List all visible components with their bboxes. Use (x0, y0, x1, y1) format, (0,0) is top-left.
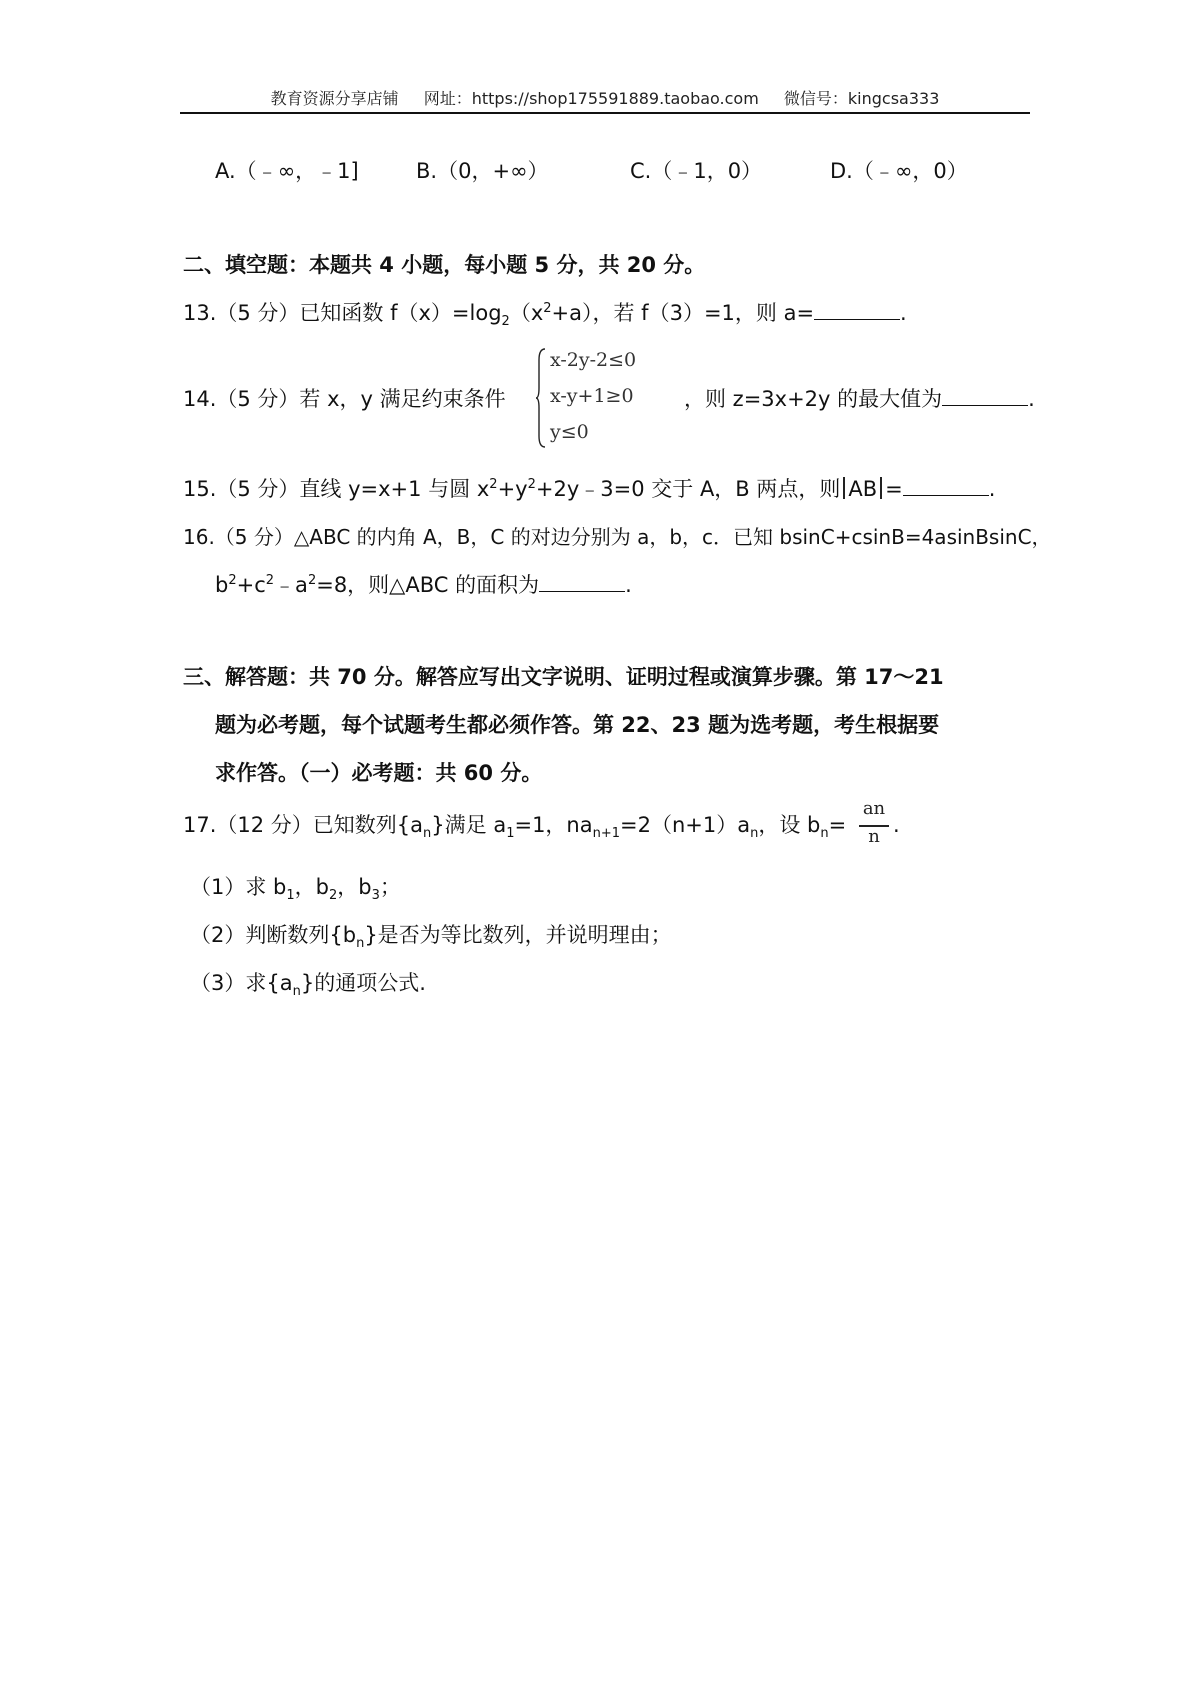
q15-sup-2: 2 (527, 477, 536, 492)
q14-text-2: ，则 z=3x+2y 的最大值为 (684, 387, 943, 411)
answer-blank (942, 387, 1028, 406)
q16-sup-1: 2 (228, 573, 237, 588)
section3-line-1: 三、解答题：共 70 分。解答应写出文字说明、证明过程或演算步骤。第 17～21 (183, 665, 944, 689)
q17-s2-text-1: （2）判断数列{b (190, 923, 357, 947)
q14-end: . (1028, 387, 1035, 411)
q17-s1-sub-1: 1 (286, 888, 295, 904)
q17-text-1: 17.（12 分）已知数列{a (183, 813, 424, 837)
q17-text-6: = (828, 813, 847, 837)
q17-text-5: ，设 b (758, 813, 821, 837)
q17-s1-sub-3: 3 (371, 888, 380, 904)
question-15 (183, 474, 995, 504)
q17-s1-sub-2: 2 (329, 888, 338, 904)
q17-text-3: =1，na (514, 813, 593, 837)
q17-sub-n3: n (820, 826, 829, 842)
q17-s2-sub: n (356, 936, 365, 952)
q16-b: b (215, 573, 229, 597)
q15-text-2: +y (497, 477, 528, 501)
q15-text-1: 15.（5 分）直线 y=x+1 与圆 x (183, 477, 490, 501)
q17-s3-text-2: }的通项公式. (300, 971, 426, 995)
question-14-stem: 14.（5 分）若 x，y 满足约束条件 (183, 387, 506, 411)
q13-sub: 2 (501, 314, 510, 330)
fraction-an-over-n (857, 798, 891, 850)
constraint-system (536, 348, 676, 450)
q16-sup-3: 2 (307, 573, 317, 588)
section2-title: 二、填空题：本题共 4 小题，每小题 5 分，共 20 分。 (183, 253, 706, 277)
answer-blank (814, 301, 900, 320)
q15-sup-1: 2 (489, 477, 498, 492)
option-d: D.（﹣∞，0） (830, 159, 968, 183)
fraction-denominator: n (868, 826, 880, 847)
q17-sub-n1: n (423, 826, 432, 842)
q13-end: . (900, 301, 907, 325)
constraint-3: y≤0 (550, 421, 589, 443)
option-c: C.（﹣1，0） (630, 159, 763, 183)
q17-s3-sub: n (292, 984, 301, 1000)
q17-s1-text-4: ； (379, 875, 401, 899)
header-divider (180, 112, 1030, 114)
q17-subquestion-1 (190, 872, 401, 902)
q13-text-2: （x (509, 301, 544, 325)
q17-s1-text-1: （1）求 b (190, 875, 287, 899)
question-16-line-2 (215, 570, 632, 600)
q17-sub-1: 1 (506, 826, 515, 842)
question-16-line-1: 16.（5 分）△ABC 的内角 A，B，C 的对边分别为 a，b，c．已知 bsinC+csinB=4asinBsinC， (183, 525, 1052, 549)
q15-equals: = (885, 477, 903, 501)
q17-subquestion-3 (190, 968, 426, 998)
left-brace-icon (536, 348, 546, 448)
q16-a: ﹣a (274, 573, 308, 597)
fraction-numerator: an (862, 798, 886, 819)
option-b: B.（0，+∞） (416, 159, 549, 183)
q17-s3-text-1: （3）求{a (190, 971, 293, 995)
abs-bar-right (880, 477, 882, 499)
section3-line-2: 题为必考题，每个试题考生都必须作答。第 22、23 题为选考题，考生根据要 (215, 713, 940, 737)
q13-text-1: 13.（5 分）已知函数 f（x）=log (183, 301, 502, 325)
q16-end: . (625, 573, 632, 597)
question-14-tail (684, 384, 1035, 414)
q17-s2-text-2: }是否为等比数列，并说明理由； (364, 923, 672, 947)
constraint-1: x-2y-2≤0 (550, 349, 637, 371)
question-13 (183, 298, 907, 328)
abs-bar-left (843, 477, 845, 499)
q16-rest: =8，则△ABC 的面积为 (316, 573, 540, 597)
q13-text-3: +a），若 f（3）=1，则 a= (551, 301, 815, 325)
section3-line-3: 求作答。（一）必考题：共 60 分。 (215, 761, 543, 785)
answer-blank (539, 573, 625, 592)
q17-s1-text-3: ，b (337, 875, 372, 899)
q17-sub-n2: n (750, 826, 759, 842)
q15-text-3: +2y﹣3=0 交于 A，B 两点，则 (535, 477, 841, 501)
header-shop: 教育资源分享店铺 (270, 89, 399, 108)
answer-blank (903, 477, 989, 496)
q15-end: . (988, 477, 996, 501)
q17-text-4: =2（n+1）a (620, 813, 751, 837)
q16-c: +c (236, 573, 266, 597)
q13-sup: 2 (543, 301, 552, 316)
q16-sup-2: 2 (265, 573, 275, 588)
header-wechat: 微信号：kingcsa333 (783, 89, 940, 108)
page-header (180, 86, 1030, 112)
q17-end: . (893, 813, 900, 837)
option-a: A.（﹣∞，﹣1] (215, 159, 359, 183)
q17-subquestion-2 (190, 920, 672, 950)
q15-ab: AB (848, 477, 878, 501)
q17-sub-np1: n+1 (592, 826, 621, 842)
constraint-2: x-y+1≥0 (550, 385, 634, 407)
q17-s1-text-2: ，b (294, 875, 329, 899)
header-url: 网址：https://shop175591889.taobao.com (423, 89, 759, 108)
q17-text-2: }满足 a (431, 813, 507, 837)
question-17 (183, 810, 846, 840)
